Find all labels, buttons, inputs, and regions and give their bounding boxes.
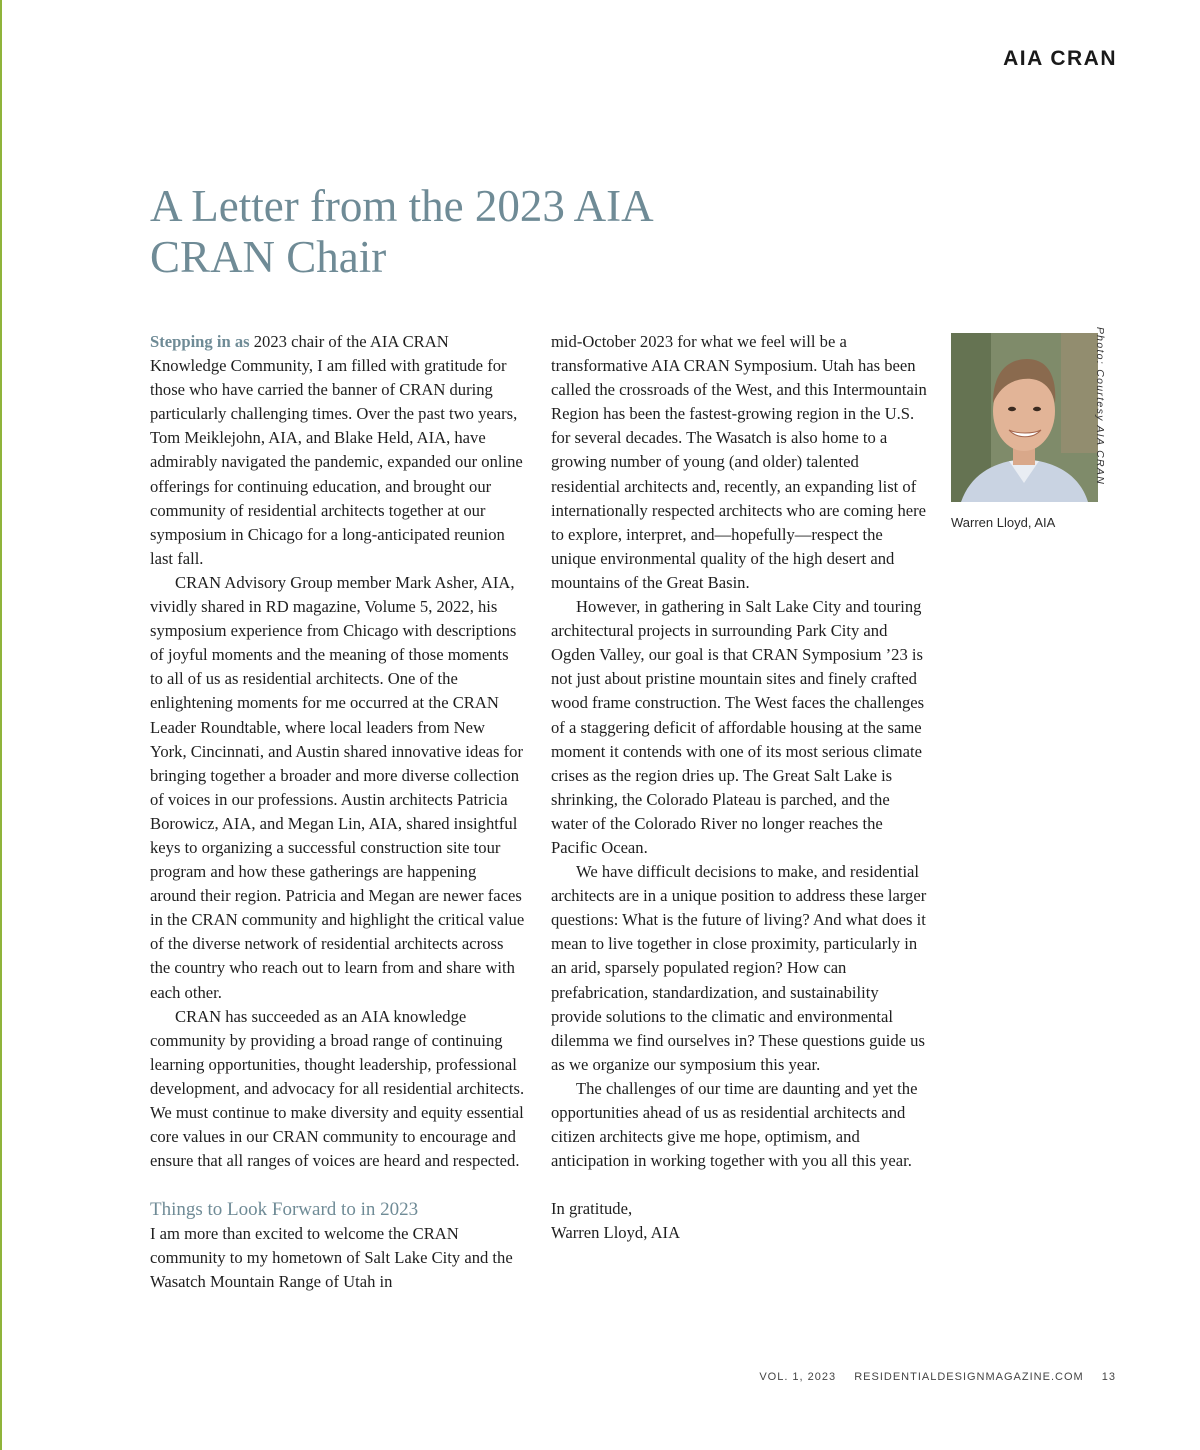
paragraph-2: CRAN Advisory Group member Mark Asher, AIA, vividly shared in RD magazine, Volume 5, 2022, his symposium experience from Chicago with descriptions of joyful moments and the meaning of those moments to all of us as residential architects. One of the enlightening moments for me occurred at the CRAN Leader Roundtable, where local leaders from New York, Cincinnati, and Austin shared innovative ideas for bringing together a broader and more diverse collection of voices in our professions. Austin architects Patricia Borowicz, AIA, and Megan Lin, AIA, shared insightful keys to organizing a successful construction site tour program and how these gatherings are happening around their region. Patricia and Megan are newer faces in the CRAN community and highlight the critical value of the diverse network of residential architects across the country who reach out to learn from and share with each other.	[150, 572, 525, 1002]
paragraph-1	[150, 330, 525, 571]
author-portrait	[951, 333, 1098, 502]
paragraph-6: We have difficult decisions to make, and residential architects are in a unique position to address these larger questions: What is the future of living? And what does it mean to live together in close proximity, particularly in an arid, sparsely populated region? How can prefabrication, standardization, and sustainability provide solutions to the climatic and environmental dilemma we find ourselves in? These questions guide us as we organize our symposium this year.	[551, 862, 927, 1074]
section-label: AIA CRAN	[1003, 47, 1117, 70]
footer-site: RESIDENTIALDESIGNMAGAZINE.COM	[854, 1371, 1084, 1383]
page-footer	[745, 1371, 1116, 1383]
subheading: Things to Look Forward to in 2023	[150, 1199, 419, 1221]
paragraph-3: CRAN has succeeded as an AIA knowledge community by providing a broad range of continuing learning opportunities, thought leadership, professional development, and advocacy for all residential architects. We must continue to make diversity and equity essential core values in our CRAN community to encourage and ensure that all ranges of voices are heard and respected.	[150, 1006, 525, 1171]
paragraph-7: The challenges of our time are daunting and yet the opportunities ahead of us as residential architects and citizen architects give me hope, optimism, and anticipation in working together with you all this year.	[551, 1078, 918, 1171]
footer-volume: VOL. 1, 2023	[759, 1371, 837, 1383]
article-column-right	[551, 330, 927, 1245]
page-edge-accent	[0, 0, 2, 1450]
closing-line: In gratitude,	[551, 1199, 633, 1219]
lead-in: Stepping in as	[150, 332, 250, 351]
signature: Warren Lloyd, AIA	[551, 1223, 681, 1243]
paragraph-1-text: 2023 chair of the AIA CRAN Knowledge Community, I am filled with gratitude for those who have carried the banner of CRAN during particularly challenging times. Over the past two years, Tom Meiklejohn, AIA, and Blake Held, AIA, have admirably navigated the pandemic, expanded our online offerings for continuing education, and brought our community of residential architects together at our symposium in Chicago for a long-anticipated reunion last fall.	[150, 332, 523, 568]
footer-page-number: 13	[1101, 1371, 1116, 1383]
paragraph-4-continued: mid-October 2023 for what we feel will be a transformative AIA CRAN Symposium. Utah has been called the crossroads of the West, and this Intermountain Region has been the fastest-growing region in the U.S. for several decades. The Wasatch is also home to a growing number of young (and older) talented residential architects and, recently, an expanding list of internationally respected architects who are coming here to explore, interpret, and—hopefully—respect the unique environmental quality of the high desert and mountains of the Great Basin.	[551, 332, 927, 592]
photo-credit: Photo: Courtesy AIA CRAN	[1094, 326, 1106, 486]
paragraph-4-start: I am more than excited to welcome the CRAN community to my hometown of Salt Lake City and the Wasatch Mountain Range of Utah in	[150, 1224, 513, 1292]
photo-caption: Warren Lloyd, AIA	[951, 515, 1056, 530]
article-column-left	[150, 330, 525, 1295]
paragraph-5: However, in gathering in Salt Lake City and touring architectural projects in surrounding Park City and Ogden Valley, our goal is that CRAN Symposium ’23 is not just about pristine mountain sites and finely crafted wood frame construction. The West faces the challenges of a staggering deficit of affordable housing at the same moment it contends with one of its most serious climate crises as the region dries up. The Great Salt Lake is shrinking, the Colorado Plateau is parched, and the water of the Colorado River no longer reaches the Pacific Ocean.	[551, 597, 925, 857]
article-title: A Letter from the 2023 AIA CRAN Chair	[150, 181, 652, 282]
